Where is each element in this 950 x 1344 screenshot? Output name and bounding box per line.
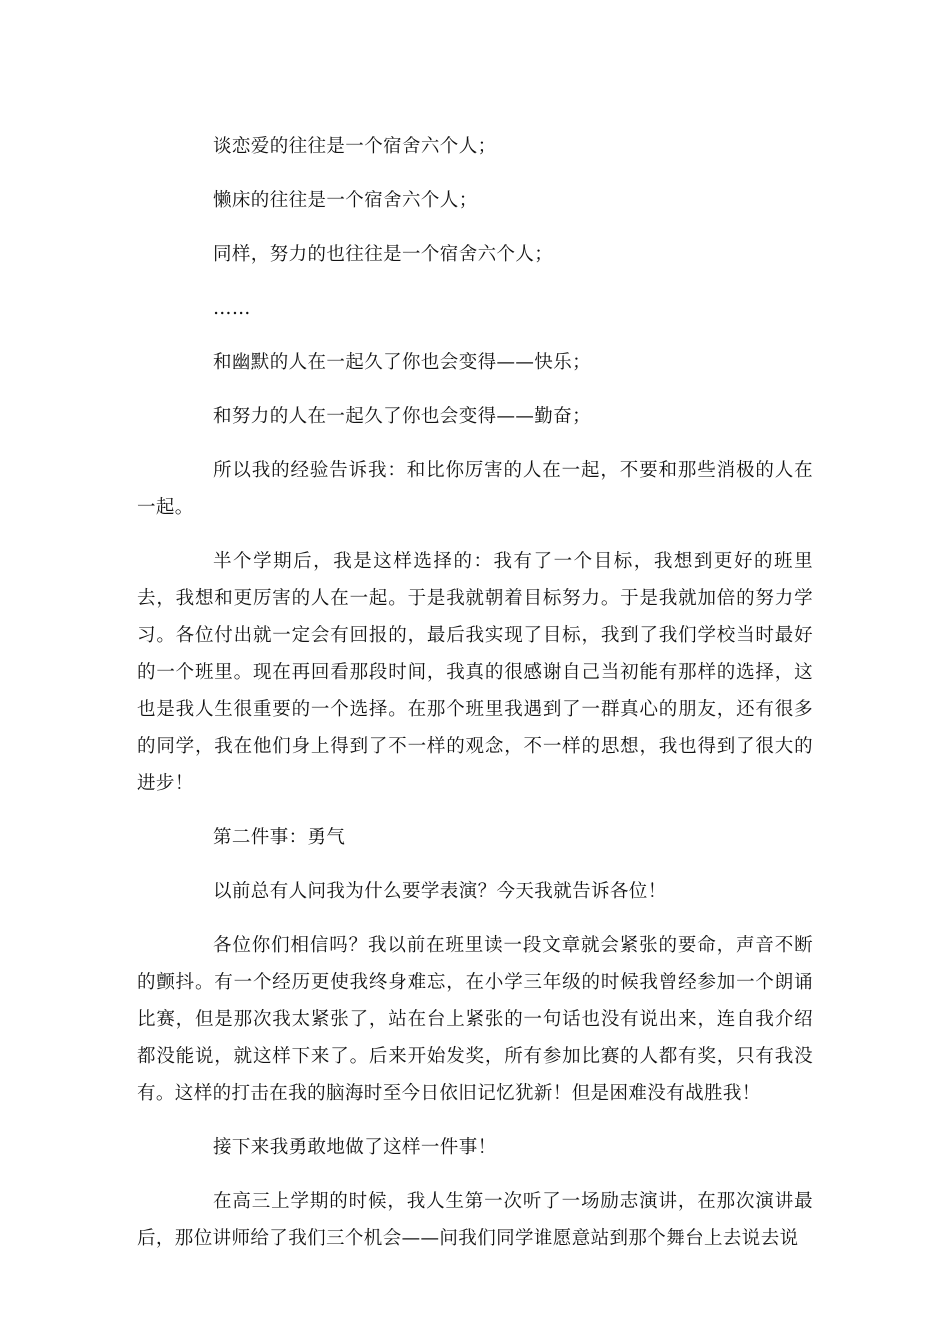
section-heading-courage: 第二件事：勇气 — [213, 827, 346, 848]
document-body — [137, 128, 813, 1274]
paragraph-3: 同样，努力的也往往是一个宿舍六个人； — [213, 244, 554, 265]
paragraph-10: 以前总有人问我为什么要学表演？今天我就告诉各位！ — [213, 881, 667, 902]
paragraph-5: 和幽默的人在一起久了你也会变得——快乐； — [213, 352, 592, 373]
paragraph-11: 各位你们相信吗？我以前在班里读一段文章就会紧张的要命，声音不断的颤抖。有一个经历更使我终身难忘，在小学三年级的时候我曾经参加一个朗诵比赛，但是那次我太紧张了，站在台上紧张的一句话也没有说出来，连自我介绍都没能说，就这样下来了。后来开始发奖，所有参加比赛的人都有奖，只有我没有。这样的打击在我的脑海时至今日依旧记忆犹新！但是困难没有战胜我！ — [137, 935, 813, 1104]
paragraph-8: 半个学期后，我是这样选择的：我有了一个目标，我想到更好的班里去，我想和更厉害的人在一起。于是我就朝着目标努力。于是我就加倍的努力学习。各位付出就一定会有回报的，最后我实现了目标，我到了我们学校当时最好的一个班里。现在再回看那段时间，我真的很感谢自己当初能有那样的选择，这也是我人生很重要的一个选择。在那个班里我遇到了一群真心的朋友，还有很多的同学，我在他们身上得到了不一样的观念，不一样的思想，我也得到了很大的进步！ — [137, 551, 813, 794]
paragraph-ellipsis: …… — [213, 298, 251, 319]
paragraph-2: 懒床的往往是一个宿舍六个人； — [213, 190, 478, 211]
paragraph-6: 和努力的人在一起久了你也会变得——勤奋； — [213, 406, 592, 427]
paragraph-7: 所以我的经验告诉我：和比你厉害的人在一起，不要和那些消极的人在一起。 — [137, 460, 813, 518]
paragraph-1: 谈恋爱的往往是一个宿舍六个人； — [213, 136, 497, 157]
paragraph-13: 在高三上学期的时候，我人生第一次听了一场励志演讲，在那次演讲最后，那位讲师给了我们三个机会——问我们同学谁愿意站到那个舞台上去说去说 — [137, 1191, 813, 1249]
paragraph-12: 接下来我勇敢地做了这样一件事！ — [213, 1137, 497, 1158]
